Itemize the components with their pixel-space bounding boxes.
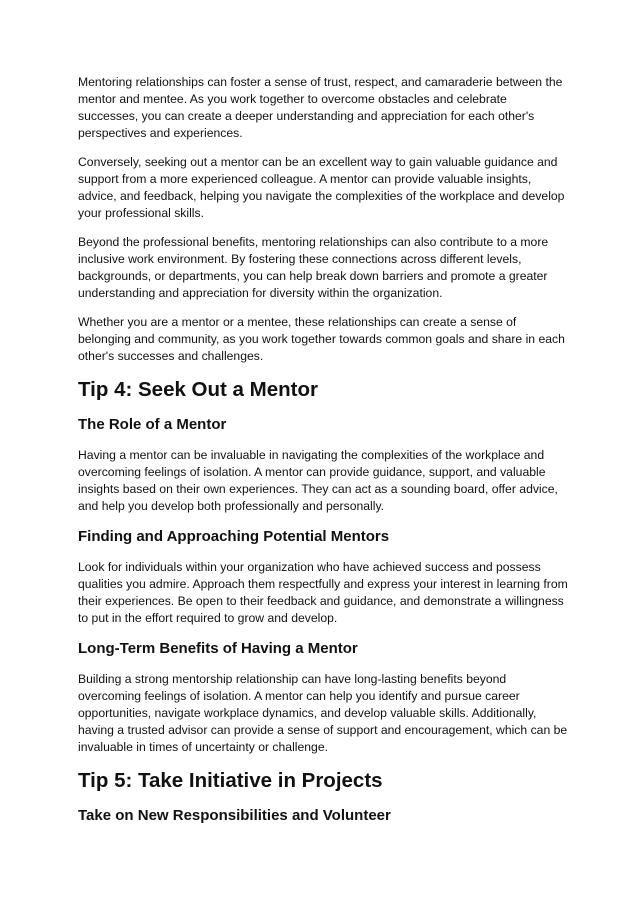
- heading-new-responsibilities: Take on New Responsibilities and Volunteer: [78, 807, 391, 825]
- paragraph-role-of-mentor: Having a mentor can be invaluable in navigating the complexities of the workplace and overcoming feelings of isolation. A mentor can provide guidance, support, and valuable insights based on their own experiences. They can act as a sounding board, offer advice, and help you develop both professionally and personally.: [78, 447, 558, 514]
- paragraph-mentoring-trust: Mentoring relationships can foster a sense of trust, respect, and camaraderie between the mentor and mentee. As you work together to overcome obstacles and celebrate successes, you can create a deeper understanding and appreciation for each other's perspectives and experiences.: [78, 75, 563, 141]
- heading-finding-mentors: Finding and Approaching Potential Mentors: [78, 527, 390, 545]
- paragraph-finding-mentors: Look for individuals within your organization who have achieved success and possess qualities you admire. Approach them respectfully and express your interest in learning from their experiences. Be open to their feedback and guidance, and demonstrate a willingness to put in the effort required to grow and develop.: [78, 559, 568, 626]
- tip4-title: Tip 4: Seek Out a Mentor: [78, 377, 318, 401]
- paragraph-seeking-mentor: Conversely, seeking out a mentor can be an excellent way to gain valuable guidance and support from a more experienced colleague. A mentor can provide valuable insights, advice, and feedback, helping you navigate the complexities of the workplace and develop your professional skills.: [78, 154, 565, 221]
- document-page: [78, 74, 570, 838]
- paragraph-inclusive-environment: Beyond the professional benefits, mentoring relationships can also contribute to a more inclusive work environment. By fostering these connections across different levels, backgrounds, or departments, you can help break down barriers and promote a greater understanding and appreciation for diversity within the organization.: [78, 234, 549, 301]
- heading-long-term-benefits: Long-Term Benefits of Having a Mentor: [78, 639, 358, 657]
- paragraph-long-term-benefits: Building a strong mentorship relationship can have long-lasting benefits beyond overcoming feelings of isolation. A mentor can help you identify and pursue career opportunities, navigate workplace dynamics, and develop valuable skills. Additionally, having a trusted advisor can provide a sense of support and encouragement, which can be invaluable in times of uncertainty or challenge.: [78, 671, 568, 755]
- paragraph-belonging: Whether you are a mentor or a mentee, these relationships can create a sense of belonging and community, as you work together towards common goals and share in each other's successes and challenges.: [78, 314, 565, 363]
- heading-role-of-mentor: The Role of a Mentor: [78, 415, 227, 433]
- tip5-title: Tip 5: Take Initiative in Projects: [78, 769, 383, 793]
